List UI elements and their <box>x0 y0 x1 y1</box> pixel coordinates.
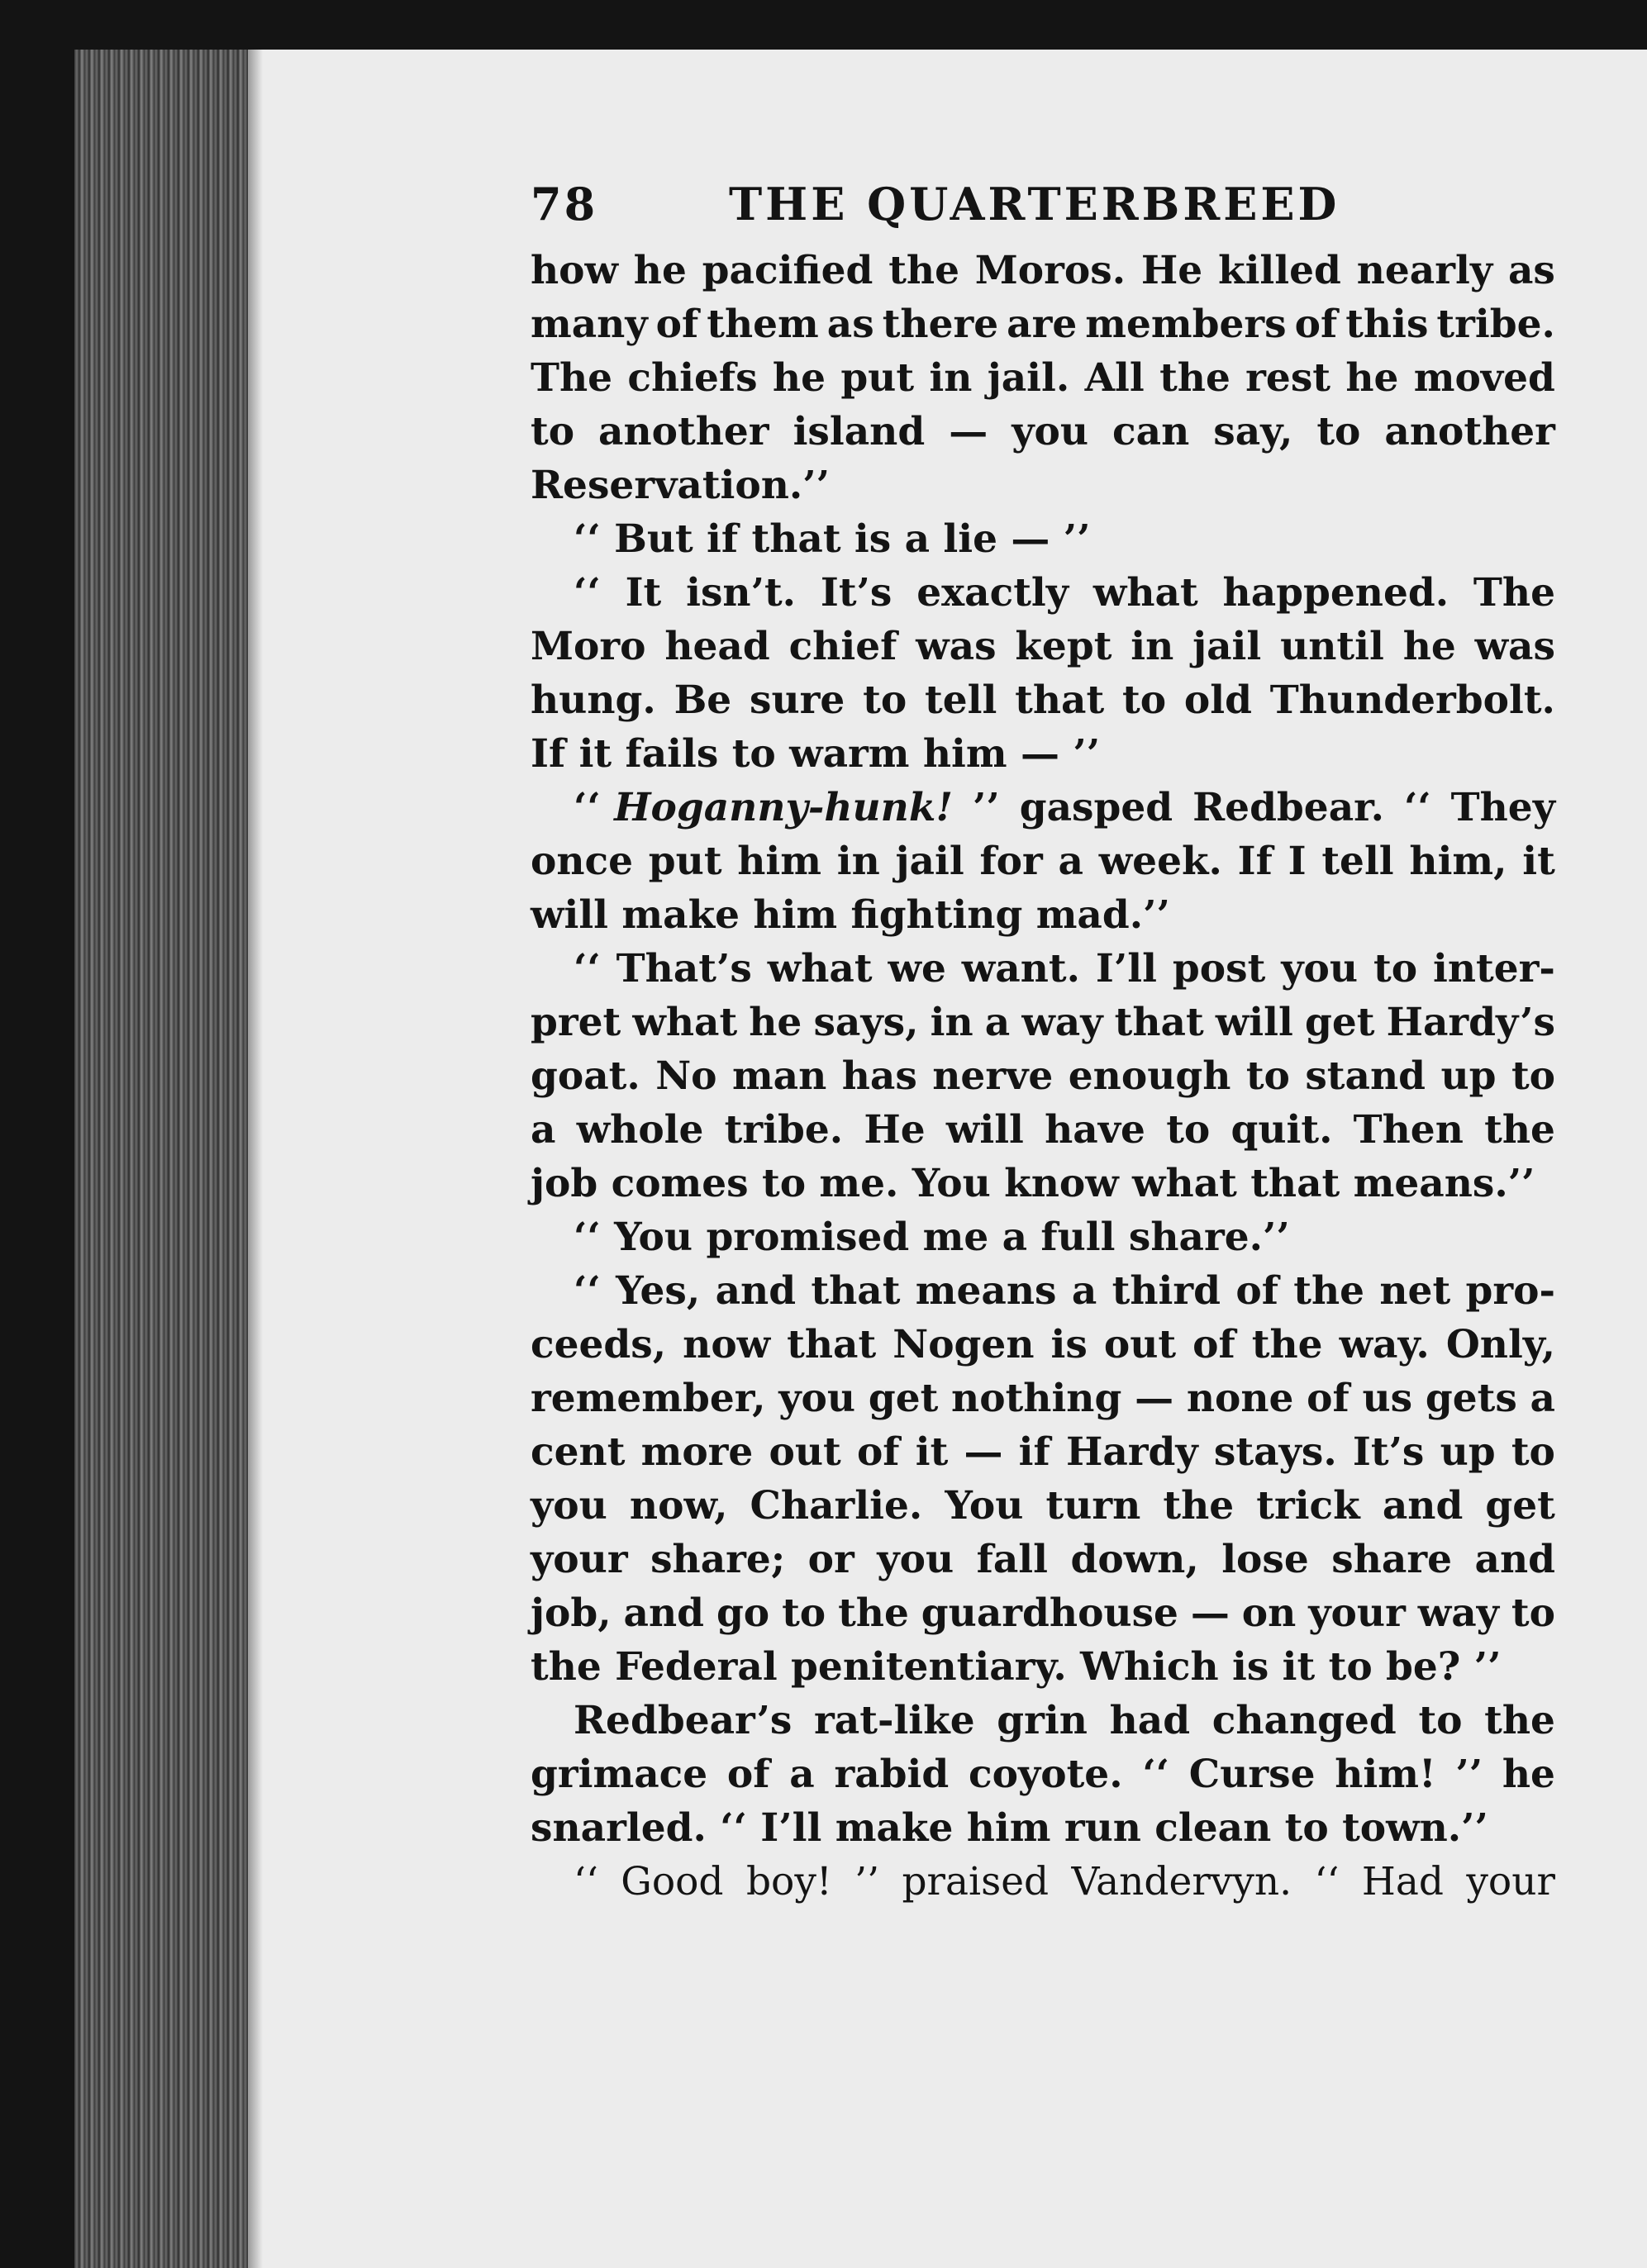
word: none <box>1186 1376 1294 1421</box>
text-line <box>531 244 1555 297</box>
word: remember, <box>531 1376 766 1421</box>
word: up <box>1440 1429 1496 1475</box>
word: many <box>531 302 648 347</box>
word: — <box>1190 1590 1230 1636</box>
word: boy! <box>745 1859 832 1904</box>
word: nearly <box>1356 248 1493 293</box>
word: praised <box>902 1859 1050 1904</box>
word: coyote. <box>968 1752 1123 1797</box>
word: exactly <box>916 570 1069 616</box>
word: ceeds, <box>531 1322 667 1367</box>
word: lose <box>1221 1537 1309 1582</box>
word: say, <box>1213 409 1293 454</box>
word: changed <box>1211 1698 1397 1743</box>
word: there <box>882 302 999 347</box>
word: isn’t. <box>686 570 797 616</box>
word: tribe. <box>1436 302 1555 347</box>
word: another <box>598 409 769 454</box>
word: I’ll <box>1095 946 1157 991</box>
word: you <box>1012 409 1089 454</box>
word: how <box>531 248 618 293</box>
word: island <box>793 409 926 454</box>
word: a <box>984 1000 1011 1045</box>
word: that <box>811 1268 901 1314</box>
word: him, <box>1409 839 1507 884</box>
word: Good <box>621 1859 724 1904</box>
word: Nogen <box>893 1322 1035 1367</box>
word: Had <box>1361 1859 1444 1904</box>
text-line <box>531 942 1555 996</box>
word: he <box>633 248 687 293</box>
word: a <box>1058 839 1083 884</box>
word: what <box>767 946 873 991</box>
word: It’s <box>1352 1429 1425 1475</box>
word: pret <box>531 1000 621 1045</box>
word: job, <box>531 1590 612 1636</box>
word: The <box>531 355 613 401</box>
text-line <box>531 1694 1555 1747</box>
word: Be <box>674 678 732 723</box>
word: No <box>655 1053 717 1099</box>
word: more <box>640 1429 754 1475</box>
text-line <box>531 1479 1555 1533</box>
word: hung. <box>531 678 656 723</box>
word: ‘‘ <box>574 570 601 616</box>
word: this <box>1345 302 1429 347</box>
word: way <box>1021 1000 1103 1045</box>
word: Curse <box>1188 1752 1316 1797</box>
text-line <box>531 834 1555 888</box>
word: you <box>531 1483 607 1529</box>
text-line <box>531 1855 1555 1909</box>
word: was <box>916 624 997 669</box>
word: You <box>945 1483 1024 1529</box>
page-edges <box>74 50 248 2268</box>
word: — <box>949 409 988 454</box>
text-line: the Federal penitentiary. Which is it to be? ’’ <box>531 1644 1502 1690</box>
word: now, <box>629 1483 728 1529</box>
word: you <box>1281 946 1359 991</box>
word: now <box>683 1322 771 1367</box>
word: rat-like <box>814 1698 975 1743</box>
word: They <box>1450 785 1555 830</box>
word: moved <box>1413 355 1555 401</box>
word: of <box>1235 1268 1278 1314</box>
word: kept <box>1015 624 1112 669</box>
word: way <box>1417 1590 1499 1636</box>
running-head-title: THE QUARTERBREED <box>729 178 1340 231</box>
text-line <box>531 1425 1555 1479</box>
word: put <box>648 839 722 884</box>
word: ‘‘ <box>1314 1859 1340 1904</box>
text-line <box>531 1747 1555 1801</box>
word: will <box>945 1107 1024 1153</box>
word: in <box>1131 624 1174 669</box>
word: or <box>807 1537 854 1582</box>
word: is <box>1050 1322 1088 1367</box>
word: Yes, <box>616 1268 701 1314</box>
word: Charlie. <box>750 1483 923 1529</box>
word: he <box>1345 355 1399 401</box>
word: your <box>531 1537 628 1582</box>
word: to <box>1245 1053 1290 1099</box>
word: Moro <box>531 624 646 669</box>
word: to <box>531 409 575 454</box>
word: third <box>1111 1268 1221 1314</box>
page-number: 78 <box>531 178 598 231</box>
word: to <box>1166 1107 1211 1153</box>
word: another <box>1384 409 1555 454</box>
word: he <box>772 355 826 401</box>
word: killed <box>1218 248 1341 293</box>
word: trick <box>1256 1483 1360 1529</box>
word: gasped <box>1019 785 1173 830</box>
word: tell <box>925 678 997 723</box>
word: of <box>1294 302 1338 347</box>
word: jail <box>895 839 964 884</box>
word: you <box>778 1376 856 1421</box>
word: will <box>1215 1000 1293 1045</box>
word: your <box>1466 1859 1555 1904</box>
text-line <box>531 781 1555 834</box>
word: chiefs <box>627 355 758 401</box>
word: turn <box>1045 1483 1141 1529</box>
word: the <box>838 1590 909 1636</box>
text-line <box>531 1264 1555 1318</box>
word: we <box>888 946 946 991</box>
word: ‘‘ Hoganny-hunk! <box>574 785 954 830</box>
word: get <box>1485 1483 1555 1529</box>
text-line: ‘‘ You promised me a full share.’’ <box>574 1215 1290 1260</box>
word: All <box>1084 355 1145 401</box>
word: to <box>782 1590 826 1636</box>
word: to <box>1418 1698 1463 1743</box>
word: it <box>915 1429 949 1475</box>
word: of <box>1192 1322 1235 1367</box>
word: to <box>1122 678 1167 723</box>
word: down, <box>1070 1537 1199 1582</box>
word: the <box>1293 1268 1365 1314</box>
word: to <box>1373 946 1418 991</box>
word: to <box>863 678 907 723</box>
word: of <box>856 1429 900 1475</box>
word: that <box>787 1322 877 1367</box>
word: rest <box>1245 355 1331 401</box>
word: the <box>1484 1698 1555 1743</box>
word: pro- <box>1465 1268 1555 1314</box>
word: in <box>929 355 973 401</box>
word: has <box>841 1053 917 1099</box>
word: share <box>1331 1537 1453 1582</box>
word: out <box>769 1429 841 1475</box>
word: jail. <box>987 355 1070 401</box>
word: put <box>840 355 915 401</box>
word: Moros. <box>974 248 1126 293</box>
word: to <box>1316 409 1361 454</box>
word: and <box>715 1268 797 1314</box>
word: nerve <box>932 1053 1054 1099</box>
word: ’’ <box>854 1859 880 1904</box>
word: tell <box>1321 839 1394 884</box>
word: up <box>1440 1053 1497 1099</box>
text-line <box>531 297 1555 351</box>
word: whole <box>576 1107 704 1153</box>
word: to <box>1511 1429 1555 1475</box>
word: Redbear’s <box>574 1698 793 1743</box>
word: as <box>1507 248 1555 293</box>
word: as <box>826 302 874 347</box>
word: ‘‘ <box>1403 785 1431 830</box>
word: in <box>836 839 880 884</box>
word: to <box>1511 1590 1555 1636</box>
word: way. <box>1339 1322 1430 1367</box>
word: them <box>707 302 819 347</box>
text-line <box>531 1049 1555 1103</box>
text-line: ‘‘ But if that is a lie — ’’ <box>574 516 1091 562</box>
word: He <box>1140 248 1203 293</box>
word: ’’ <box>1455 1752 1483 1797</box>
word: head <box>664 624 770 669</box>
word: get <box>868 1376 939 1421</box>
text-line <box>531 1372 1555 1425</box>
text-line <box>531 1533 1555 1586</box>
word: in <box>930 1000 973 1045</box>
word: can <box>1112 409 1190 454</box>
word: a <box>531 1107 556 1153</box>
word: your <box>1308 1590 1406 1636</box>
word: inter- <box>1433 946 1555 991</box>
word: get <box>1304 1000 1375 1045</box>
word: means <box>915 1268 1057 1314</box>
text-line <box>531 1103 1555 1157</box>
word: ‘‘ <box>574 946 601 991</box>
word: a <box>1071 1268 1097 1314</box>
word: That’s <box>616 946 752 991</box>
word: goat. <box>531 1053 640 1099</box>
word: grimace <box>531 1752 708 1797</box>
text-line: job comes to me. You know what that means.’’ <box>531 1161 1535 1206</box>
text-line: If it fails to warm him — ’’ <box>531 731 1101 777</box>
word: tribe. <box>724 1107 844 1153</box>
word: jail <box>1192 624 1262 669</box>
word: of <box>655 302 699 347</box>
word: a <box>789 1752 815 1797</box>
word: you <box>877 1537 954 1582</box>
word: the <box>888 248 959 293</box>
text-line: snarled. ‘‘ I’ll make him run clean to town.’’ <box>531 1805 1488 1851</box>
text-block <box>531 178 1555 1909</box>
word: Redbear. <box>1192 785 1384 830</box>
word: says, <box>813 1000 919 1045</box>
word: gets <box>1425 1376 1517 1421</box>
word: It’s <box>820 570 893 616</box>
word: that <box>1114 1000 1204 1045</box>
text-line <box>531 351 1555 405</box>
word: what <box>1092 570 1198 616</box>
word: him <box>737 839 822 884</box>
text-line: will make him fighting mad.’’ <box>531 892 1170 938</box>
word: to <box>1511 1053 1555 1099</box>
word: for <box>979 839 1043 884</box>
word: and <box>1474 1537 1555 1582</box>
text-line <box>531 566 1555 620</box>
word: the <box>1484 1107 1555 1153</box>
word: out <box>1103 1322 1177 1367</box>
word: he <box>1502 1752 1555 1797</box>
running-header <box>531 178 1555 244</box>
word: a <box>1530 1376 1555 1421</box>
body-text <box>531 244 1555 1909</box>
word: cent <box>531 1429 626 1475</box>
word: Hardy <box>1065 1429 1198 1475</box>
text-line <box>531 1318 1555 1372</box>
word: until <box>1280 624 1384 669</box>
word: ’’ <box>973 785 1000 830</box>
word: go <box>716 1590 770 1636</box>
word: The <box>1473 570 1555 616</box>
word: Vandervyn. <box>1071 1859 1292 1904</box>
word: old <box>1183 678 1252 723</box>
word: Only, <box>1445 1322 1555 1367</box>
word: and <box>623 1590 705 1636</box>
word: pacified <box>702 248 873 293</box>
word: ‘‘ <box>574 1268 601 1314</box>
word: — <box>1135 1376 1174 1421</box>
word: it <box>1522 839 1555 884</box>
word: nothing <box>951 1376 1122 1421</box>
word: and <box>1382 1483 1464 1529</box>
word: stand <box>1305 1053 1426 1099</box>
word: If <box>1237 839 1273 884</box>
gutter-shadow <box>248 50 263 2268</box>
word: the <box>1159 355 1230 401</box>
word: he <box>1402 624 1456 669</box>
word: man <box>731 1053 827 1099</box>
word: grin <box>997 1698 1088 1743</box>
word: what <box>632 1000 738 1045</box>
word: of <box>726 1752 770 1797</box>
word: the <box>1163 1483 1235 1529</box>
text-line <box>531 620 1555 673</box>
text-line <box>531 1586 1555 1640</box>
word: if <box>1018 1429 1050 1475</box>
word: sure <box>750 678 845 723</box>
word: stays. <box>1213 1429 1337 1475</box>
word: I <box>1288 839 1307 884</box>
word: quit. <box>1230 1107 1333 1153</box>
word: He <box>864 1107 926 1153</box>
word: that <box>1015 678 1105 723</box>
word: the <box>1251 1322 1323 1367</box>
word: of <box>1307 1376 1349 1421</box>
word: are <box>1007 302 1078 347</box>
word: chief <box>788 624 897 669</box>
word: post <box>1172 946 1266 991</box>
word: ‘‘ <box>574 1859 598 1904</box>
italic-word: Hoganny-hunk! <box>614 785 954 830</box>
word: share; <box>650 1537 786 1582</box>
word: him! <box>1335 1752 1436 1797</box>
word: want. <box>961 946 1080 991</box>
word: net <box>1379 1268 1451 1314</box>
word: Then <box>1353 1107 1464 1153</box>
word: on <box>1241 1590 1297 1636</box>
text-line <box>531 996 1555 1049</box>
word: enough <box>1068 1053 1231 1099</box>
word: members <box>1085 302 1287 347</box>
word: Thunderbolt. <box>1269 678 1555 723</box>
word: Hardy’s <box>1386 1000 1555 1045</box>
word: — <box>964 1429 1003 1475</box>
text-line <box>531 405 1555 459</box>
word: guardhouse <box>921 1590 1178 1636</box>
word: he <box>749 1000 802 1045</box>
word: was <box>1474 624 1555 669</box>
word: rabid <box>834 1752 950 1797</box>
text-line <box>531 673 1555 727</box>
word: had <box>1109 1698 1191 1743</box>
word: us <box>1362 1376 1413 1421</box>
word: week. <box>1098 839 1222 884</box>
word: have <box>1045 1107 1145 1153</box>
text-line: Reservation.’’ <box>531 463 831 508</box>
word: fall <box>976 1537 1048 1582</box>
word: ‘‘ <box>1142 1752 1170 1797</box>
word: happened. <box>1222 570 1449 616</box>
word: once <box>531 839 634 884</box>
word: It <box>625 570 662 616</box>
